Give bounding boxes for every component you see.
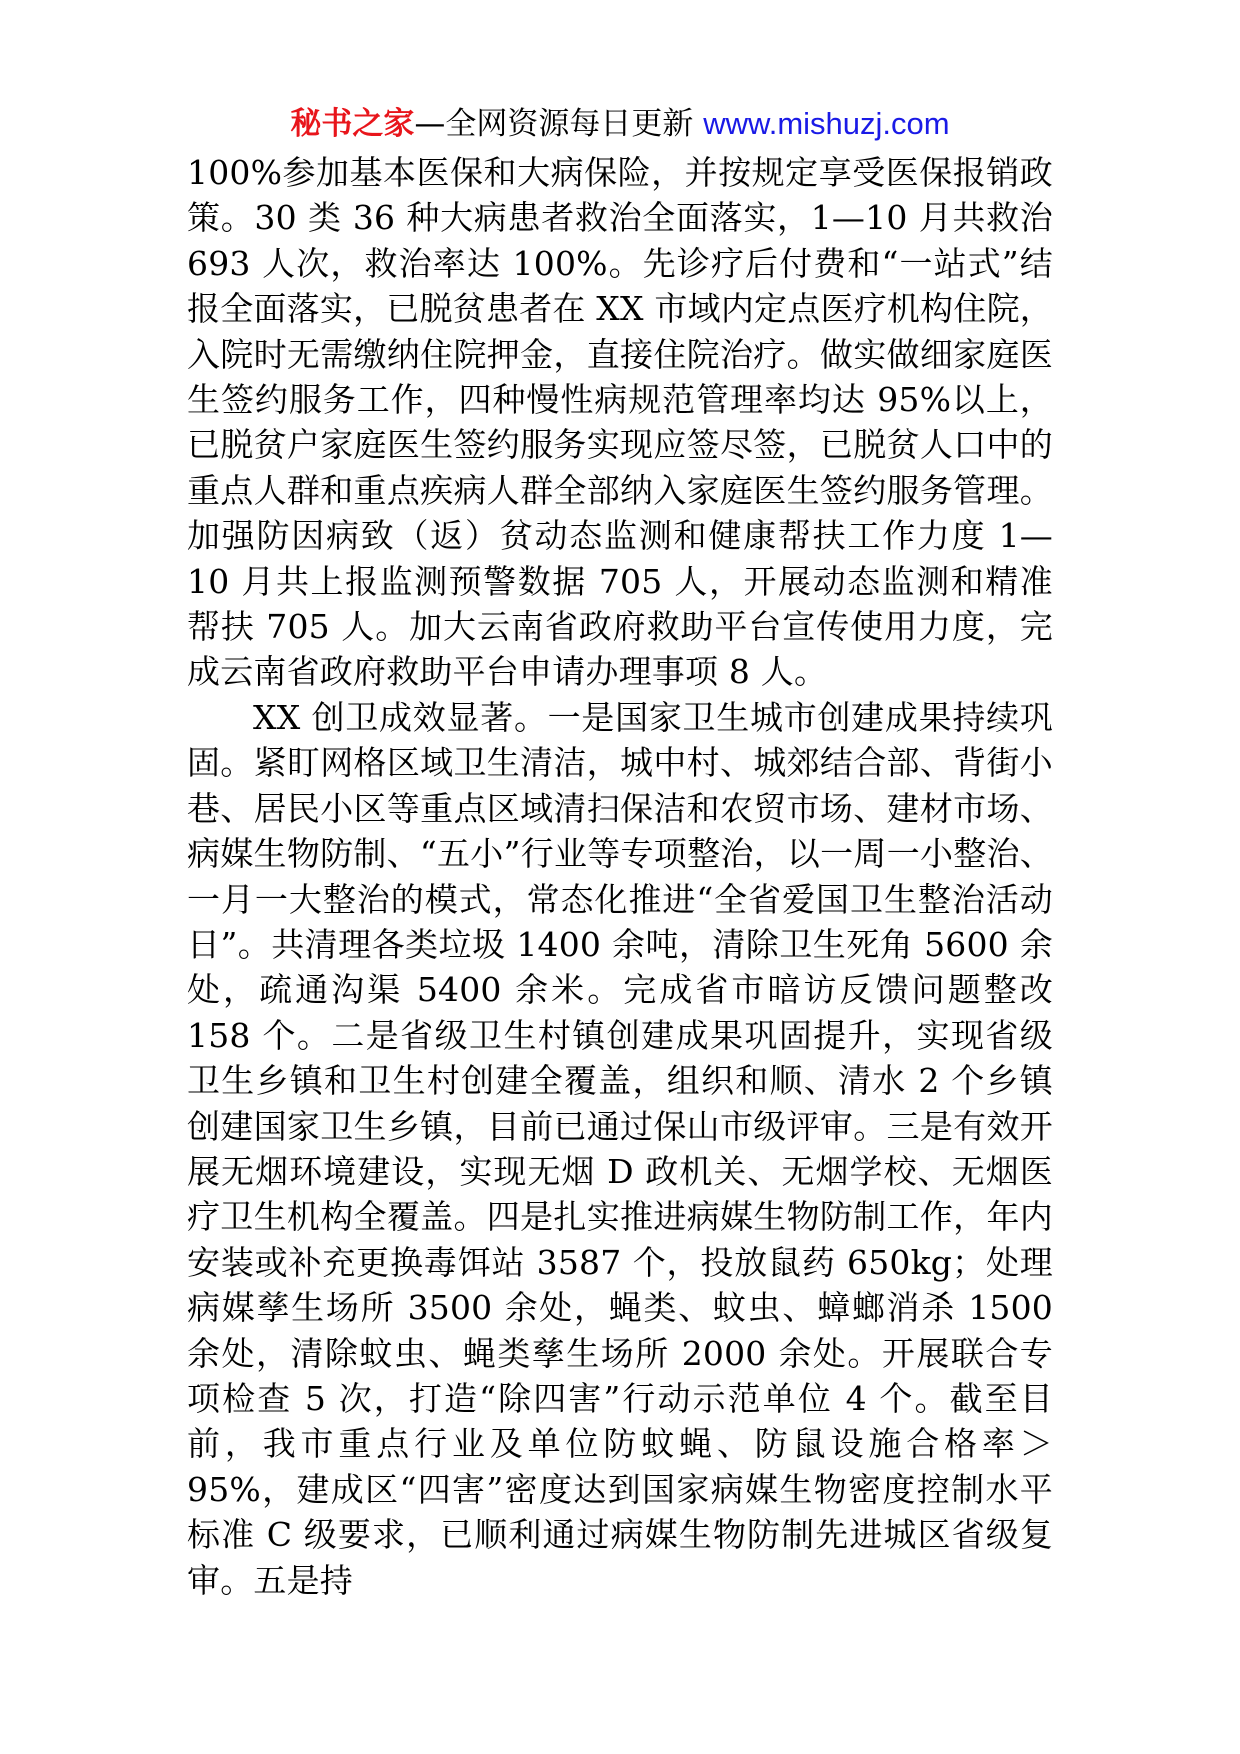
brand-name: 秘书之家 — [290, 106, 415, 142]
header-tagline: —全网资源每日更新 — [414, 106, 704, 142]
document-body — [187, 150, 1053, 1603]
page-header — [0, 102, 1240, 146]
site-url-link[interactable]: www.mishuzj.com — [703, 106, 950, 141]
body-paragraph-2: XX 创卫成效显著。一是国家卫生城市创建成果持续巩固。紧盯网格区域卫生清洁，城中村、城郊结合部、背街小巷、居民小区等重点区域清扫保洁和农贸市场、建材市场、病媒生物防制、“五小”行业等专项整治，以一周一小整治、一月一大整治的模式，常态化推进“全省爱国卫生整治活动日”。共清理各类垃圾 1400 余吨，清除卫生死角 5600 余处，疏通沟渠 5400 余米。完成省市暗访反馈问题整改 158 个。二是省级卫生村镇创建成果巩固提升，实现省级卫生乡镇和卫生村创建全覆盖，组织和顺、清水 2 个乡镇创建国家卫生乡镇，目前已通过保山市级评审。三是有效开展无烟环境建设，实现无烟 D 政机关、无烟学校、无烟医疗卫生机构全覆盖。四是扎实推进病媒生物防制工作，年内安装或补充更换毒饵站 3587 个，投放鼠药 650kg；处理病媒孳生场所 3500 余处，蝇类、蚊虫、蟑螂消杀 1500 余处，清除蚊虫、蝇类孳生场所 2000 余处。开展联合专项检查 5 次，打造“除四害”行动示范单位 4 个。截至目前，我市重点行业及单位防蚊蝇、防鼠设施合格率＞95%，建成区“四害”密度达到国家病媒生物密度控制水平标准 C 级要求，已顺利通过病媒生物防制先进城区省级复审。五是持 — [187, 697, 1054, 1600]
body-paragraph-1: 100%参加基本医保和大病保险，并按规定享受医保报销政策。30 类 36 种大病患者救治全面落实，1—10 月共救治 693 人次，救治率达 100%。先诊疗后付费和“一站式”结报全面落实，已脱贫患者在 XX 市域内定点医疗机构住院，入院时无需缴纳住院押金，直接住院治疗。做实做细家庭医生签约服务工作，四种慢性病规范管理率均达 95%以上，已脱贫户家庭医生签约服务实现应签尽签，已脱贫人口中的重点人群和重点疾病人群全部纳入家庭医生签约服务管理。加强防因病致（返）贫动态监测和健康帮扶工作力度 1—10 月共上报监测预警数据 705 人，开展动态监测和精准帮扶 705 人。加大云南省政府救助平台宣传使用力度，完成云南省政府救助平台申请办理事项 8 人。 — [187, 153, 1053, 692]
